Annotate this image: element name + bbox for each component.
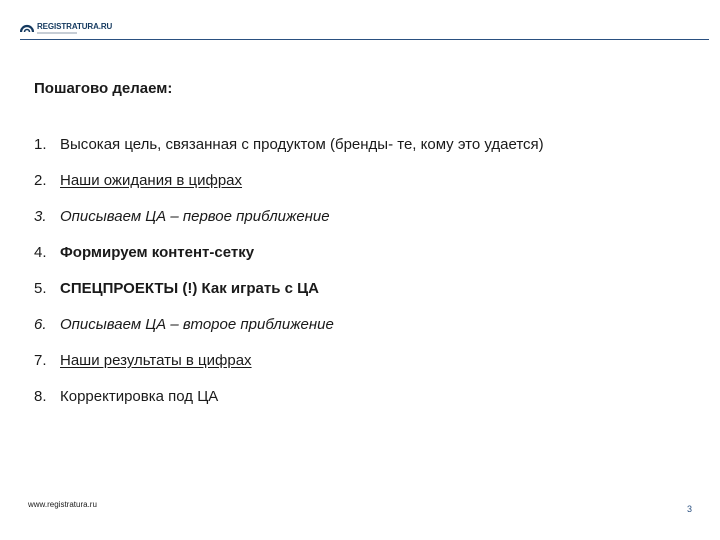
step-link[interactable]: Наши ожидания в цифрах: [60, 172, 243, 189]
slide-header: [0, 0, 720, 42]
registratura-logo-icon: [20, 22, 34, 34]
step-item-7[interactable]: [34, 350, 544, 386]
logo-tagline-bar: [37, 32, 77, 34]
step-number: 4.: [34, 244, 47, 261]
step-text: Описываем ЦА – первое приближение: [60, 208, 330, 225]
footer-url: www.registratura.ru: [28, 500, 97, 509]
company-logo: [20, 22, 112, 34]
step-number: 8.: [34, 388, 47, 405]
step-text: Высокая цель, связанная с продуктом (бренды- те, кому это удается): [60, 136, 544, 153]
step-item-6: [34, 314, 544, 350]
step-number: 6.: [34, 316, 47, 333]
slide-content: [34, 78, 694, 405]
step-number: 2.: [34, 172, 47, 189]
step-number: 7.: [34, 352, 47, 369]
step-text: Описываем ЦА – второе приближение: [60, 316, 334, 333]
steps-list: [34, 134, 544, 422]
step-text: Формируем контент-сетку: [60, 244, 255, 261]
step-text: Корректировка под ЦА: [60, 388, 219, 405]
step-item-1: [34, 134, 544, 170]
step-link[interactable]: Наши результаты в цифрах: [60, 352, 252, 369]
step-item-4: [34, 242, 544, 278]
step-number: 5.: [34, 280, 47, 297]
step-item-5: [34, 278, 544, 314]
logo-name: REGISTRATURA.RU: [37, 21, 113, 31]
slide-heading: Пошагово делаем:: [34, 80, 173, 97]
header-divider: [20, 39, 709, 40]
step-item-8: [34, 386, 544, 422]
step-item-2[interactable]: [34, 170, 544, 206]
logo-wordmark: [37, 23, 112, 34]
step-number: 3.: [34, 208, 47, 225]
page-number: 3: [686, 504, 692, 514]
step-item-3: [34, 206, 544, 242]
step-text: СПЕЦПРОЕКТЫ (!) Как играть с ЦА: [60, 280, 319, 297]
step-number: 1.: [34, 136, 47, 153]
